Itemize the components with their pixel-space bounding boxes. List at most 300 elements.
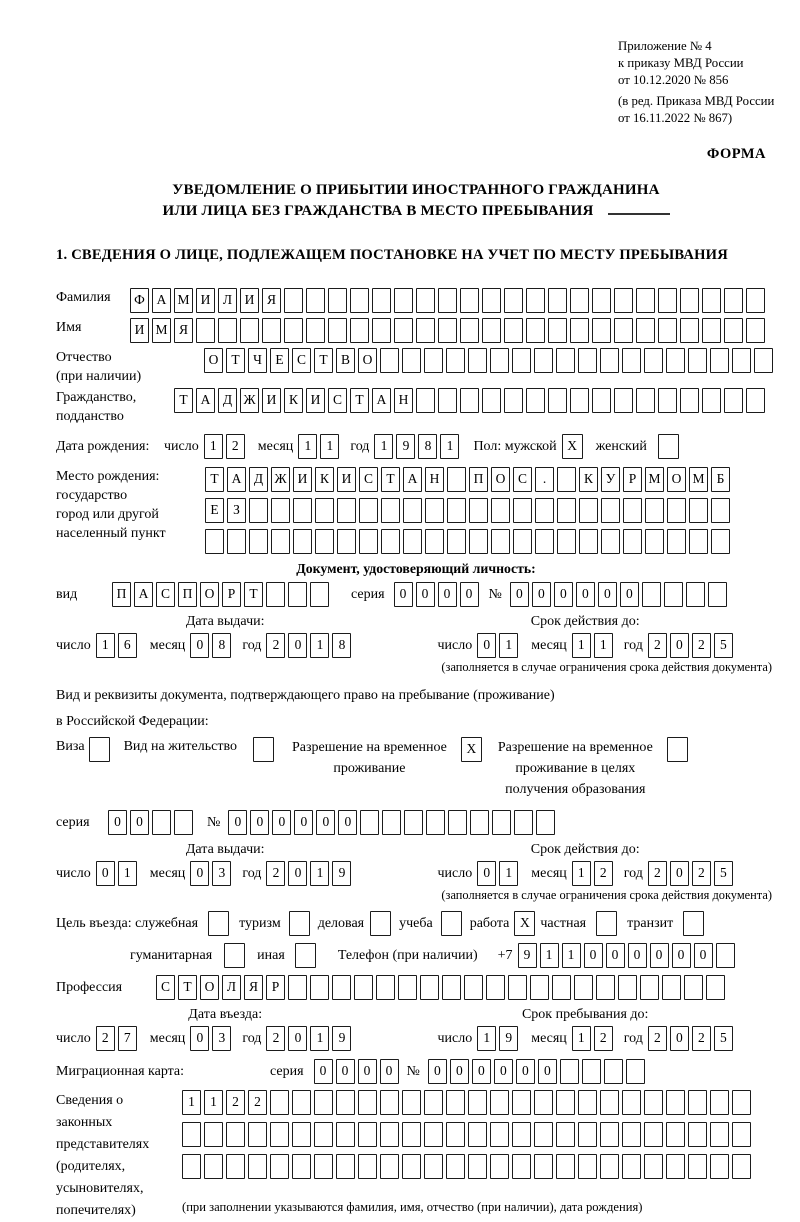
char-cell[interactable]: 9: [332, 1026, 351, 1051]
char-cell[interactable]: [526, 318, 545, 343]
char-cell[interactable]: 0: [477, 861, 496, 886]
char-cell[interactable]: [482, 318, 501, 343]
char-cell[interactable]: [618, 975, 637, 1000]
char-cell[interactable]: [288, 582, 307, 607]
char-cell[interactable]: [536, 810, 555, 835]
char-cell[interactable]: 5: [714, 1026, 733, 1051]
char-cell[interactable]: 0: [314, 1059, 333, 1084]
char-cell[interactable]: [336, 1090, 355, 1115]
char-cell[interactable]: [403, 498, 422, 523]
char-cell[interactable]: М: [689, 467, 708, 492]
char-cell[interactable]: [666, 348, 685, 373]
char-cell[interactable]: [508, 975, 527, 1000]
char-cell[interactable]: [468, 1090, 487, 1115]
char-cell[interactable]: 2: [266, 861, 285, 886]
char-cell[interactable]: [425, 529, 444, 554]
char-cell[interactable]: [548, 318, 567, 343]
char-cell[interactable]: И: [262, 388, 281, 413]
char-cell[interactable]: [666, 1122, 685, 1147]
char-cell[interactable]: [534, 1122, 553, 1147]
char-cell[interactable]: [600, 348, 619, 373]
char-cell[interactable]: 0: [532, 582, 551, 607]
char-cell[interactable]: [336, 1122, 355, 1147]
char-cell[interactable]: [724, 288, 743, 313]
char-cell[interactable]: 0: [477, 633, 496, 658]
char-cell[interactable]: [512, 1090, 531, 1115]
char-cell[interactable]: [746, 318, 765, 343]
char-cell[interactable]: [710, 348, 729, 373]
char-cell[interactable]: А: [152, 288, 171, 313]
char-cell[interactable]: М: [152, 318, 171, 343]
char-cell[interactable]: [534, 1154, 553, 1179]
char-cell[interactable]: 0: [672, 943, 691, 968]
char-cell[interactable]: С: [292, 348, 311, 373]
char-cell[interactable]: 2: [594, 861, 613, 886]
char-cell[interactable]: [315, 498, 334, 523]
char-cell[interactable]: Т: [314, 348, 333, 373]
char-cell[interactable]: 1: [374, 434, 393, 459]
char-cell[interactable]: [315, 529, 334, 554]
char-cell[interactable]: [578, 1122, 597, 1147]
char-cell[interactable]: [596, 911, 617, 936]
char-cell[interactable]: Т: [244, 582, 263, 607]
char-cell[interactable]: И: [306, 388, 325, 413]
char-cell[interactable]: 0: [190, 1026, 209, 1051]
char-cell[interactable]: 0: [190, 633, 209, 658]
char-cell[interactable]: 0: [650, 943, 669, 968]
char-cell[interactable]: [557, 529, 576, 554]
char-cell[interactable]: [578, 1154, 597, 1179]
char-cell[interactable]: [224, 943, 245, 968]
char-cell[interactable]: [293, 498, 312, 523]
char-cell[interactable]: 0: [272, 810, 291, 835]
char-cell[interactable]: [438, 318, 457, 343]
char-cell[interactable]: [724, 388, 743, 413]
char-cell[interactable]: [600, 1090, 619, 1115]
char-cell[interactable]: 0: [358, 1059, 377, 1084]
char-cell[interactable]: [424, 1090, 443, 1115]
char-cell[interactable]: 0: [538, 1059, 557, 1084]
char-cell[interactable]: П: [469, 467, 488, 492]
char-cell[interactable]: В: [336, 348, 355, 373]
char-cell[interactable]: [512, 1122, 531, 1147]
char-cell[interactable]: [711, 529, 730, 554]
char-cell[interactable]: [358, 1090, 377, 1115]
char-cell[interactable]: [337, 498, 356, 523]
char-cell[interactable]: [446, 1122, 465, 1147]
char-cell[interactable]: [642, 582, 661, 607]
char-cell[interactable]: X: [461, 737, 482, 762]
char-cell[interactable]: 9: [518, 943, 537, 968]
char-cell[interactable]: 2: [648, 861, 667, 886]
char-cell[interactable]: [710, 1090, 729, 1115]
char-cell[interactable]: [513, 529, 532, 554]
char-cell[interactable]: [404, 810, 423, 835]
char-cell[interactable]: 0: [130, 810, 149, 835]
char-cell[interactable]: [293, 529, 312, 554]
char-cell[interactable]: 0: [598, 582, 617, 607]
char-cell[interactable]: [557, 467, 576, 492]
char-cell[interactable]: 0: [516, 1059, 535, 1084]
char-cell[interactable]: [248, 1122, 267, 1147]
char-cell[interactable]: [667, 737, 688, 762]
char-cell[interactable]: [636, 318, 655, 343]
char-cell[interactable]: Л: [218, 288, 237, 313]
char-cell[interactable]: [482, 288, 501, 313]
char-cell[interactable]: [328, 318, 347, 343]
char-cell[interactable]: 1: [310, 1026, 329, 1051]
char-cell[interactable]: [636, 388, 655, 413]
char-cell[interactable]: 8: [212, 633, 231, 658]
char-cell[interactable]: [426, 810, 445, 835]
char-cell[interactable]: С: [359, 467, 378, 492]
char-cell[interactable]: 2: [692, 1026, 711, 1051]
char-cell[interactable]: А: [403, 467, 422, 492]
char-cell[interactable]: 3: [212, 861, 231, 886]
char-cell[interactable]: [667, 529, 686, 554]
char-cell[interactable]: С: [513, 467, 532, 492]
char-cell[interactable]: Л: [222, 975, 241, 1000]
char-cell[interactable]: 9: [499, 1026, 518, 1051]
char-cell[interactable]: [622, 1154, 641, 1179]
char-cell[interactable]: [464, 975, 483, 1000]
char-cell[interactable]: С: [156, 975, 175, 1000]
char-cell[interactable]: [614, 318, 633, 343]
char-cell[interactable]: 0: [338, 810, 357, 835]
char-cell[interactable]: 2: [594, 1026, 613, 1051]
char-cell[interactable]: [438, 388, 457, 413]
char-cell[interactable]: Ч: [248, 348, 267, 373]
char-cell[interactable]: [512, 1154, 531, 1179]
char-cell[interactable]: [380, 1122, 399, 1147]
char-cell[interactable]: О: [200, 582, 219, 607]
char-cell[interactable]: [227, 529, 246, 554]
char-cell[interactable]: [152, 810, 171, 835]
char-cell[interactable]: 2: [648, 1026, 667, 1051]
char-cell[interactable]: [578, 1090, 597, 1115]
char-cell[interactable]: А: [227, 467, 246, 492]
char-cell[interactable]: 1: [118, 861, 137, 886]
char-cell[interactable]: [446, 1154, 465, 1179]
char-cell[interactable]: 0: [670, 633, 689, 658]
char-cell[interactable]: [204, 1154, 223, 1179]
char-cell[interactable]: [248, 1154, 267, 1179]
char-cell[interactable]: 1: [572, 861, 591, 886]
char-cell[interactable]: [596, 975, 615, 1000]
char-cell[interactable]: [424, 1122, 443, 1147]
char-cell[interactable]: [380, 1090, 399, 1115]
char-cell[interactable]: [702, 318, 721, 343]
char-cell[interactable]: Т: [350, 388, 369, 413]
char-cell[interactable]: 6: [118, 633, 137, 658]
char-cell[interactable]: 1: [310, 633, 329, 658]
char-cell[interactable]: [688, 1154, 707, 1179]
char-cell[interactable]: 0: [628, 943, 647, 968]
char-cell[interactable]: [614, 388, 633, 413]
char-cell[interactable]: С: [156, 582, 175, 607]
char-cell[interactable]: [578, 348, 597, 373]
char-cell[interactable]: [664, 582, 683, 607]
char-cell[interactable]: [623, 498, 642, 523]
char-cell[interactable]: [492, 810, 511, 835]
char-cell[interactable]: [295, 943, 316, 968]
char-cell[interactable]: [270, 1122, 289, 1147]
char-cell[interactable]: 0: [336, 1059, 355, 1084]
char-cell[interactable]: Р: [266, 975, 285, 1000]
char-cell[interactable]: [372, 318, 391, 343]
char-cell[interactable]: [314, 1154, 333, 1179]
char-cell[interactable]: [292, 1154, 311, 1179]
char-cell[interactable]: [182, 1154, 201, 1179]
char-cell[interactable]: [556, 1122, 575, 1147]
char-cell[interactable]: [249, 498, 268, 523]
char-cell[interactable]: 0: [428, 1059, 447, 1084]
char-cell[interactable]: С: [328, 388, 347, 413]
char-cell[interactable]: [513, 498, 532, 523]
char-cell[interactable]: 0: [576, 582, 595, 607]
char-cell[interactable]: 1: [477, 1026, 496, 1051]
char-cell[interactable]: 0: [510, 582, 529, 607]
char-cell[interactable]: [600, 1122, 619, 1147]
char-cell[interactable]: [446, 1090, 465, 1115]
char-cell[interactable]: 0: [450, 1059, 469, 1084]
char-cell[interactable]: Ж: [271, 467, 290, 492]
char-cell[interactable]: 0: [316, 810, 335, 835]
char-cell[interactable]: 9: [396, 434, 415, 459]
char-cell[interactable]: [359, 498, 378, 523]
char-cell[interactable]: Я: [244, 975, 263, 1000]
char-cell[interactable]: [746, 288, 765, 313]
char-cell[interactable]: [469, 529, 488, 554]
char-cell[interactable]: 1: [320, 434, 339, 459]
char-cell[interactable]: [658, 288, 677, 313]
char-cell[interactable]: [382, 810, 401, 835]
char-cell[interactable]: [253, 737, 274, 762]
char-cell[interactable]: [644, 1122, 663, 1147]
char-cell[interactable]: 0: [472, 1059, 491, 1084]
char-cell[interactable]: [424, 348, 443, 373]
char-cell[interactable]: [711, 498, 730, 523]
char-cell[interactable]: У: [601, 467, 620, 492]
char-cell[interactable]: Я: [174, 318, 193, 343]
char-cell[interactable]: [604, 1059, 623, 1084]
char-cell[interactable]: [284, 318, 303, 343]
char-cell[interactable]: 2: [648, 633, 667, 658]
char-cell[interactable]: [442, 975, 461, 1000]
char-cell[interactable]: 3: [212, 1026, 231, 1051]
char-cell[interactable]: 2: [266, 633, 285, 658]
char-cell[interactable]: [706, 975, 725, 1000]
char-cell[interactable]: А: [134, 582, 153, 607]
char-cell[interactable]: [381, 529, 400, 554]
char-cell[interactable]: [468, 1154, 487, 1179]
char-cell[interactable]: 0: [584, 943, 603, 968]
char-cell[interactable]: Н: [394, 388, 413, 413]
char-cell[interactable]: [306, 288, 325, 313]
char-cell[interactable]: [394, 288, 413, 313]
char-cell[interactable]: [403, 529, 422, 554]
char-cell[interactable]: [380, 1154, 399, 1179]
char-cell[interactable]: Т: [226, 348, 245, 373]
char-cell[interactable]: [491, 529, 510, 554]
char-cell[interactable]: [358, 1122, 377, 1147]
char-cell[interactable]: 0: [288, 861, 307, 886]
char-cell[interactable]: 0: [288, 1026, 307, 1051]
char-cell[interactable]: 0: [416, 582, 435, 607]
char-cell[interactable]: [526, 388, 545, 413]
char-cell[interactable]: [270, 1090, 289, 1115]
char-cell[interactable]: [557, 498, 576, 523]
char-cell[interactable]: З: [227, 498, 246, 523]
char-cell[interactable]: [332, 975, 351, 1000]
char-cell[interactable]: [688, 1090, 707, 1115]
char-cell[interactable]: [416, 318, 435, 343]
char-cell[interactable]: [174, 810, 193, 835]
char-cell[interactable]: [205, 529, 224, 554]
char-cell[interactable]: [446, 348, 465, 373]
char-cell[interactable]: 8: [418, 434, 437, 459]
char-cell[interactable]: [486, 975, 505, 1000]
char-cell[interactable]: [560, 1059, 579, 1084]
char-cell[interactable]: 2: [96, 1026, 115, 1051]
char-cell[interactable]: [271, 498, 290, 523]
char-cell[interactable]: [686, 582, 705, 607]
char-cell[interactable]: [370, 911, 391, 936]
char-cell[interactable]: [534, 1090, 553, 1115]
char-cell[interactable]: О: [200, 975, 219, 1000]
char-cell[interactable]: [226, 1154, 245, 1179]
char-cell[interactable]: [266, 582, 285, 607]
char-cell[interactable]: [512, 348, 531, 373]
char-cell[interactable]: Б: [711, 467, 730, 492]
char-cell[interactable]: [732, 348, 751, 373]
char-cell[interactable]: 0: [394, 582, 413, 607]
char-cell[interactable]: 2: [266, 1026, 285, 1051]
char-cell[interactable]: 0: [228, 810, 247, 835]
char-cell[interactable]: [666, 1090, 685, 1115]
char-cell[interactable]: [644, 1090, 663, 1115]
char-cell[interactable]: [359, 529, 378, 554]
char-cell[interactable]: [460, 288, 479, 313]
char-cell[interactable]: [640, 975, 659, 1000]
char-cell[interactable]: [289, 911, 310, 936]
char-cell[interactable]: X: [562, 434, 583, 459]
char-cell[interactable]: 2: [692, 633, 711, 658]
char-cell[interactable]: [534, 348, 553, 373]
char-cell[interactable]: [394, 318, 413, 343]
char-cell[interactable]: [708, 582, 727, 607]
char-cell[interactable]: [702, 388, 721, 413]
char-cell[interactable]: .: [535, 467, 554, 492]
char-cell[interactable]: [600, 1154, 619, 1179]
char-cell[interactable]: [683, 911, 704, 936]
char-cell[interactable]: И: [293, 467, 312, 492]
char-cell[interactable]: 0: [670, 1026, 689, 1051]
char-cell[interactable]: [310, 975, 329, 1000]
char-cell[interactable]: 0: [250, 810, 269, 835]
char-cell[interactable]: [350, 288, 369, 313]
char-cell[interactable]: [490, 1090, 509, 1115]
char-cell[interactable]: Ж: [240, 388, 259, 413]
char-cell[interactable]: Т: [381, 467, 400, 492]
char-cell[interactable]: [552, 975, 571, 1000]
char-cell[interactable]: И: [130, 318, 149, 343]
char-cell[interactable]: 1: [298, 434, 317, 459]
char-cell[interactable]: [623, 529, 642, 554]
char-cell[interactable]: [535, 498, 554, 523]
char-cell[interactable]: О: [358, 348, 377, 373]
char-cell[interactable]: Е: [270, 348, 289, 373]
char-cell[interactable]: [601, 529, 620, 554]
char-cell[interactable]: 1: [96, 633, 115, 658]
char-cell[interactable]: [601, 498, 620, 523]
char-cell[interactable]: [416, 288, 435, 313]
char-cell[interactable]: П: [112, 582, 131, 607]
char-cell[interactable]: А: [372, 388, 391, 413]
char-cell[interactable]: 0: [694, 943, 713, 968]
char-cell[interactable]: [504, 288, 523, 313]
char-cell[interactable]: [284, 288, 303, 313]
char-cell[interactable]: 1: [499, 861, 518, 886]
char-cell[interactable]: 1: [204, 1090, 223, 1115]
char-cell[interactable]: 0: [380, 1059, 399, 1084]
char-cell[interactable]: К: [579, 467, 598, 492]
char-cell[interactable]: [482, 388, 501, 413]
char-cell[interactable]: [626, 1059, 645, 1084]
char-cell[interactable]: [732, 1122, 751, 1147]
char-cell[interactable]: [424, 1154, 443, 1179]
char-cell[interactable]: [662, 975, 681, 1000]
char-cell[interactable]: 1: [499, 633, 518, 658]
char-cell[interactable]: Т: [174, 388, 193, 413]
char-cell[interactable]: [416, 388, 435, 413]
char-cell[interactable]: К: [315, 467, 334, 492]
char-cell[interactable]: [684, 975, 703, 1000]
char-cell[interactable]: [420, 975, 439, 1000]
char-cell[interactable]: [680, 388, 699, 413]
char-cell[interactable]: [592, 288, 611, 313]
char-cell[interactable]: [372, 288, 391, 313]
char-cell[interactable]: [447, 529, 466, 554]
char-cell[interactable]: 7: [118, 1026, 137, 1051]
char-cell[interactable]: [574, 975, 593, 1000]
char-cell[interactable]: Н: [425, 467, 444, 492]
char-cell[interactable]: [425, 498, 444, 523]
char-cell[interactable]: [337, 529, 356, 554]
char-cell[interactable]: [468, 1122, 487, 1147]
char-cell[interactable]: [548, 388, 567, 413]
char-cell[interactable]: 0: [438, 582, 457, 607]
char-cell[interactable]: [360, 810, 379, 835]
char-cell[interactable]: [710, 1122, 729, 1147]
char-cell[interactable]: К: [284, 388, 303, 413]
char-cell[interactable]: [271, 529, 290, 554]
char-cell[interactable]: [644, 1154, 663, 1179]
char-cell[interactable]: [376, 975, 395, 1000]
char-cell[interactable]: Р: [222, 582, 241, 607]
char-cell[interactable]: [754, 348, 773, 373]
char-cell[interactable]: 5: [714, 861, 733, 886]
char-cell[interactable]: [732, 1154, 751, 1179]
char-cell[interactable]: [556, 1090, 575, 1115]
char-cell[interactable]: 1: [310, 861, 329, 886]
char-cell[interactable]: 0: [288, 633, 307, 658]
char-cell[interactable]: [689, 498, 708, 523]
char-cell[interactable]: Т: [205, 467, 224, 492]
char-cell[interactable]: 1: [572, 1026, 591, 1051]
char-cell[interactable]: [460, 388, 479, 413]
char-cell[interactable]: [592, 388, 611, 413]
